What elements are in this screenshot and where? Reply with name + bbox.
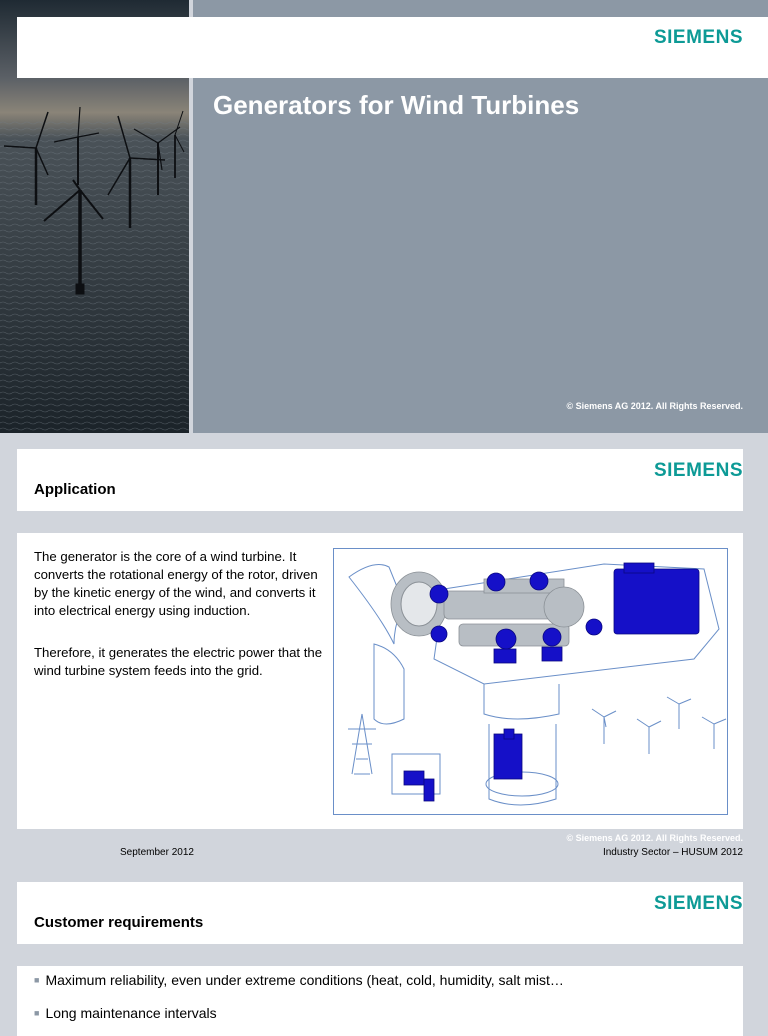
- slide-heading: Customer requirements: [34, 914, 204, 931]
- siemens-logo: SIEMENS: [653, 27, 743, 48]
- nacelle-illustration: [334, 549, 727, 814]
- copyright-notice: © Siemens AG 2012. All Rights Reserved.: [566, 833, 743, 843]
- footer-date: September 2012: [120, 847, 194, 858]
- bullet-square-icon: ■: [34, 975, 40, 985]
- slide-title: Generators for Wind Turbines: [213, 90, 580, 120]
- footer-sector: Industry Sector – HUSUM 2012: [602, 847, 743, 858]
- siemens-logo: SIEMENS: [653, 893, 743, 914]
- body-paragraph: The generator is the core of a wind turbine. It converts the rotational energy of the rotor, driven by the kinetic energy of the wind, and converts it into electrical energy using induction.: [34, 549, 318, 618]
- bullet-square-icon: ■: [34, 1008, 40, 1018]
- slide-header: [17, 882, 743, 944]
- bullet-text: Long maintenance intervals: [45, 1005, 217, 1021]
- bullet-item: [34, 1005, 217, 1021]
- slide-header: [17, 449, 743, 511]
- siemens-logo: SIEMENS: [653, 460, 743, 481]
- bullet-item: [34, 972, 564, 988]
- copyright-notice: © Siemens AG 2012. All Rights Reserved.: [566, 401, 743, 411]
- wind-turbine-nacelle-diagram: [333, 548, 728, 815]
- bullet-text: Maximum reliability, even under extreme conditions (heat, cold, humidity, salt mist…: [45, 972, 564, 988]
- slide-heading: Application: [34, 481, 116, 498]
- body-paragraph: Therefore, it generates the electric power that the wind turbine system feeds into the grid.: [34, 645, 323, 678]
